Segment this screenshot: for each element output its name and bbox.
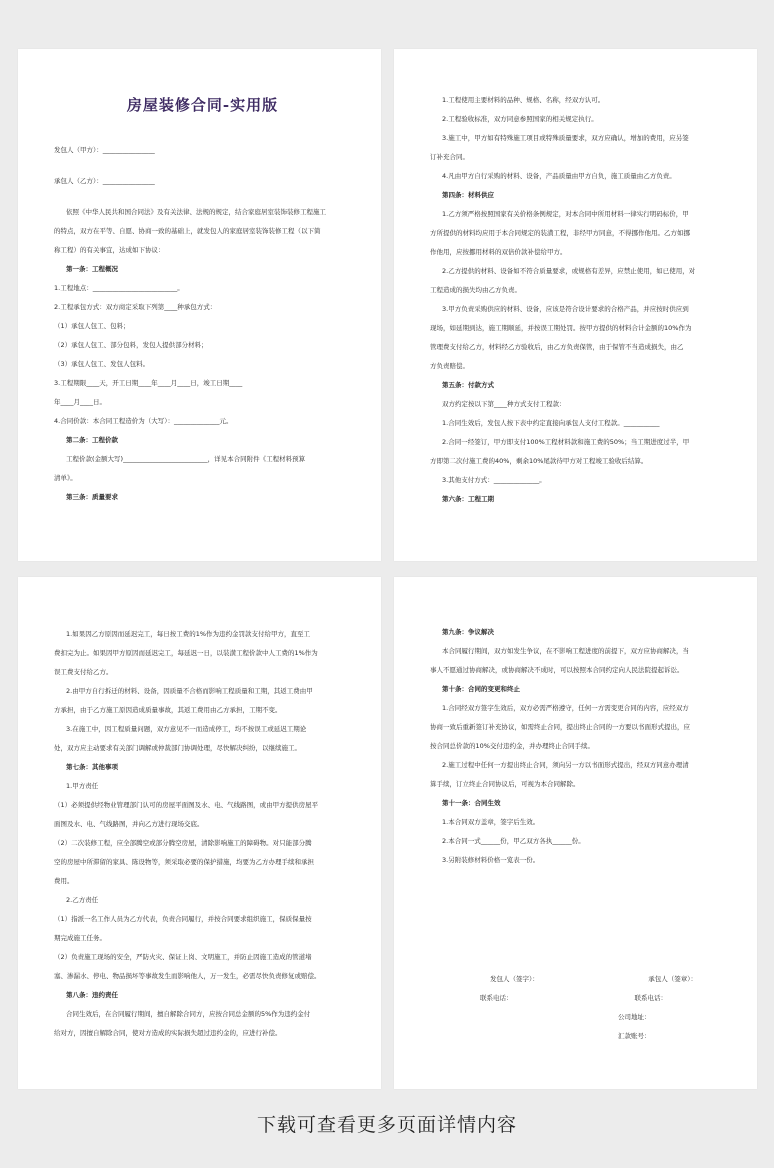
clause-line: （3）承包人包工、发包人包料。: [54, 360, 150, 368]
clause-line: 3.施工中，甲方如有特殊施工项目或特殊质量要求，双方应确认，增加的费用，应另签: [442, 134, 689, 142]
page-1-content: [54, 95, 351, 507]
clause-line: 按合同总价款的10%交付违约金，并办理终止合同手续。: [430, 742, 594, 750]
clause-line: 订补充合同。: [430, 153, 469, 161]
section-heading: 第三条：质量要求: [66, 493, 118, 501]
clause-line: 方所提供的材料均应用于本合同规定的装潢工程，非经甲方同意，不得挪作他用。乙方如挪: [430, 229, 690, 237]
clause-line: 3.另附装修材料价格一览表一份。: [442, 856, 540, 864]
clause-line: 3.工程期限____天，开工日期____年____月____日，竣工日期____: [54, 379, 243, 387]
clause-line: （2）承包人包工、部分包料，发包人提供部分材料；: [54, 341, 208, 349]
clause-line: 面图及水、电、气线路图，并向乙方进行现场交底。: [54, 820, 204, 828]
clause-line: 工程造成的损失均由乙方负责。: [430, 286, 521, 294]
spacer: [430, 870, 727, 970]
clause-line: 合同生效后，在合同履行期间，擅自解除合同方，应按合同总金额的5%作为违约金付: [66, 1010, 311, 1018]
spacer: [54, 191, 351, 203]
clause-line: 作他用，应按挪用材料的双倍价款补偿给甲方。: [430, 248, 567, 256]
party-b-line: 承包人（乙方）：________________: [54, 177, 155, 185]
section-heading: 第二条：工程价款: [66, 436, 118, 444]
clause-line: 算手续，订立终止合同协议后，可视为本合同解除。: [430, 780, 580, 788]
clause-line: 1.合同生效后，发包人按下表中约定直接向承包人支付工程款。___________: [442, 419, 660, 427]
clause-line: 3.在施工中，因工程质量问题，双方意见不一而造成停工，均不按误工或延迟工期论: [66, 725, 307, 733]
download-more-note: 下载可查看更多页面详情内容: [256, 1114, 517, 1136]
clause-line: 处，双方应主动要求有关部门调解或仲裁部门协调处理，尽快解决纠纷，以继续施工。: [54, 744, 301, 752]
clause-line: （1）指派一名工作人员为乙方代表，负责合同履行，并按合同要求组织施工，保质保量按: [54, 915, 312, 923]
section-heading: 第九条：争议解决: [442, 628, 494, 636]
clause-line: 期完成施工任务。: [54, 934, 106, 942]
section-heading: 第七条：其他事项: [66, 763, 118, 771]
clause-line: （1）必须提供经物业管理部门认可的房屋平面图及水、电、气线路图，或由甲方提供房屋平: [54, 801, 319, 809]
clause-line: 1.如果因乙方原因而延迟完工，每日按工费的1%作为违约金罚款支付给甲方，直至工: [66, 630, 311, 638]
party-b-signature-label: 承包人（签章）：: [648, 975, 697, 983]
clause-line: 1.工程使用主要材料的品种、规格、名称，经双方认可。: [442, 96, 605, 104]
document-page-3: [18, 577, 381, 1089]
clause-line: 1.本合同双方盖章，签字后生效。: [442, 818, 540, 826]
preamble-line: 的特点，双方在平等、自愿、协商一致的基础上，就发包人的家庭居室装饰装修工程（以下简: [54, 227, 321, 235]
clause-line: 1.合同经双方签字生效后，双方必需严格遵守，任何一方需变更合同的内容，应经双方: [442, 704, 689, 712]
clause-line: 方负责赔偿。: [430, 362, 469, 370]
party-a-line: 发包人（甲方）：________________: [54, 146, 155, 154]
clause-line: 2.乙方提供的材料、设备如不符合质量要求，或规格有差异，应禁止使用，如已使用，对: [442, 267, 696, 275]
clause-line: 2.乙方责任: [66, 896, 99, 904]
section-heading: 第六条：工程工期: [442, 495, 494, 503]
clause-line: 方承担，由于乙方施工原因造成质量事故，其返工费用由乙方承担，工期不变。: [54, 706, 282, 714]
clause-line: 2.工程验收标准，双方同意参照国家的相关规定执行。: [442, 115, 598, 123]
page-3-content: [54, 625, 351, 1043]
section-heading: 第四条：材料供应: [442, 191, 494, 199]
clause-line: 年____月____日。: [54, 398, 106, 406]
clause-line: 工程价款(金额大写)__________________________，详见本合同附件《工程材料预算: [66, 455, 306, 463]
clause-line: 1.工程地点：__________________________。: [54, 284, 184, 292]
clause-line: 事人不愿通过协商解决，或协商解决不成时，可以按照本合同约定向人民法院提起诉讼。: [430, 666, 684, 674]
clause-line: 空的房屋中所滞留的家具、陈设物等，须采取必要的保护措施，均要为乙方办理手续和承担: [54, 858, 314, 866]
clause-line: 3.其他支付方式：______________。: [442, 476, 546, 484]
clause-line: 4.合同价款：本合同工程造价为（大写）：______________元。: [54, 417, 233, 425]
clause-line: 误工费支付给乙方。: [54, 668, 113, 676]
clause-line: （1）承包人包工、包料；: [54, 322, 130, 330]
clause-line: 2.由甲方自行拆迁的材料、设备，因质量不合格而影响工程质量和工期，其返工费由甲: [66, 687, 313, 695]
clause-line: 方即第二次付施工费的40%，剩余10%尾款待甲方对工程竣工验收后结算。: [430, 457, 648, 465]
clause-line: 1.乙方须严格按照国家有关价格条例规定，对本合同中所用材料一律实行明码标价，甲: [442, 210, 689, 218]
clause-line: （2）负责施工现场的安全，严防火灾、保证上岗、文明施工，并防止因施工造成的管道堵: [54, 953, 312, 961]
clause-line: 塞、渗漏水、停电、物品损坏等事故发生而影响他人，万一发生，必需尽快负责修复或赔偿。: [54, 972, 321, 980]
signature-row: [430, 970, 727, 989]
clause-line: 双方约定按以下第____种方式支付工程款：: [442, 400, 566, 408]
page-4-content: [430, 623, 727, 1046]
clause-line: 4.凡由甲方自行采购的材料、设备，产品质量由甲方自负，施工质量由乙方负责。: [442, 172, 676, 180]
clause-line: 2.施工过程中任何一方提出终止合同，须向另一方以书面形式提出，经双方同意办理清: [442, 761, 689, 769]
clause-line: 清单》。: [54, 474, 77, 482]
preamble-line: 依照《中华人民共和国合同法》及有关法律、法规的规定，结合家庭居室装饰装修工程施工: [66, 208, 326, 216]
section-heading: 第八条：违约责任: [66, 991, 118, 999]
clause-line: 本合同履行期间，双方如发生争议，在不影响工程进度的前提下，双方应协商解决，当: [442, 647, 689, 655]
bank-account-label: 汇款账号：: [618, 1032, 651, 1040]
document-page-1: [18, 49, 381, 561]
page-2-content: [430, 91, 727, 509]
company-address-label: 公司地址：: [618, 1013, 651, 1021]
document-page-4: [394, 577, 757, 1089]
clause-line: 费用。: [54, 877, 74, 885]
clause-line: 协商一致后重新签订补充协议，如需终止合同，提出终止合同的一方要以书面形式提出，应: [430, 723, 690, 731]
clause-line: 2.本合同一式______份，甲乙双方各执______份。: [442, 837, 585, 845]
party-a-phone-label: 联系电话：: [480, 994, 513, 1002]
document-title: 房屋装修合同-实用版: [126, 96, 279, 114]
clause-line: 费扣完为止。如果因甲方原因而延迟完工，每延迟一日，以装潢工程价款中人工费的1%作为: [54, 649, 318, 657]
clause-line: 3.甲方负责采购供应的材料、设备，应该是符合设计要求的合格产品，并应按时供应到: [442, 305, 689, 313]
clause-line: 现场，如延期到达，施工期顺延，并按误工期处罚。按甲方提供的材料合计金额的10%作为: [430, 324, 692, 332]
clause-line: 管理费支付给乙方，材料经乙方验收后，由乙方负责保管，由于保管不当造成损失，由乙: [430, 343, 684, 351]
clause-line: （2）二次装修工程，应全部腾空或部分腾空房屋，清除影响施工的障碍物。对只能部分腾: [54, 839, 312, 847]
clause-line: 2.合同一经签订，甲方即支付100%工程材料款和施工费的50%；当工期进度过半，甲: [442, 438, 690, 446]
section-heading: 第一条：工程概况: [66, 265, 118, 273]
section-heading: 第五条：付款方式: [442, 381, 494, 389]
party-b-phone-label: 联系电话：: [634, 994, 667, 1002]
phone-row: [430, 989, 727, 1008]
clause-line: 给对方，因擅自解除合同，使对方造成的实际损失超过违约金的，应进行补偿。: [54, 1029, 282, 1037]
section-heading: 第十一条：合同生效: [442, 799, 501, 807]
section-heading: 第十条：合同的变更和终止: [442, 685, 520, 693]
document-page-2: [394, 49, 757, 561]
preamble-line: 称工程）的有关事宜，达成如下协议：: [54, 246, 165, 254]
clause-line: 2.工程承包方式：双方商定采取下列第____种承包方式：: [54, 303, 217, 311]
spacer: [54, 160, 351, 172]
clause-line: 1.甲方责任: [66, 782, 99, 790]
party-a-signature-label: 发包人（签字）：: [490, 975, 539, 983]
